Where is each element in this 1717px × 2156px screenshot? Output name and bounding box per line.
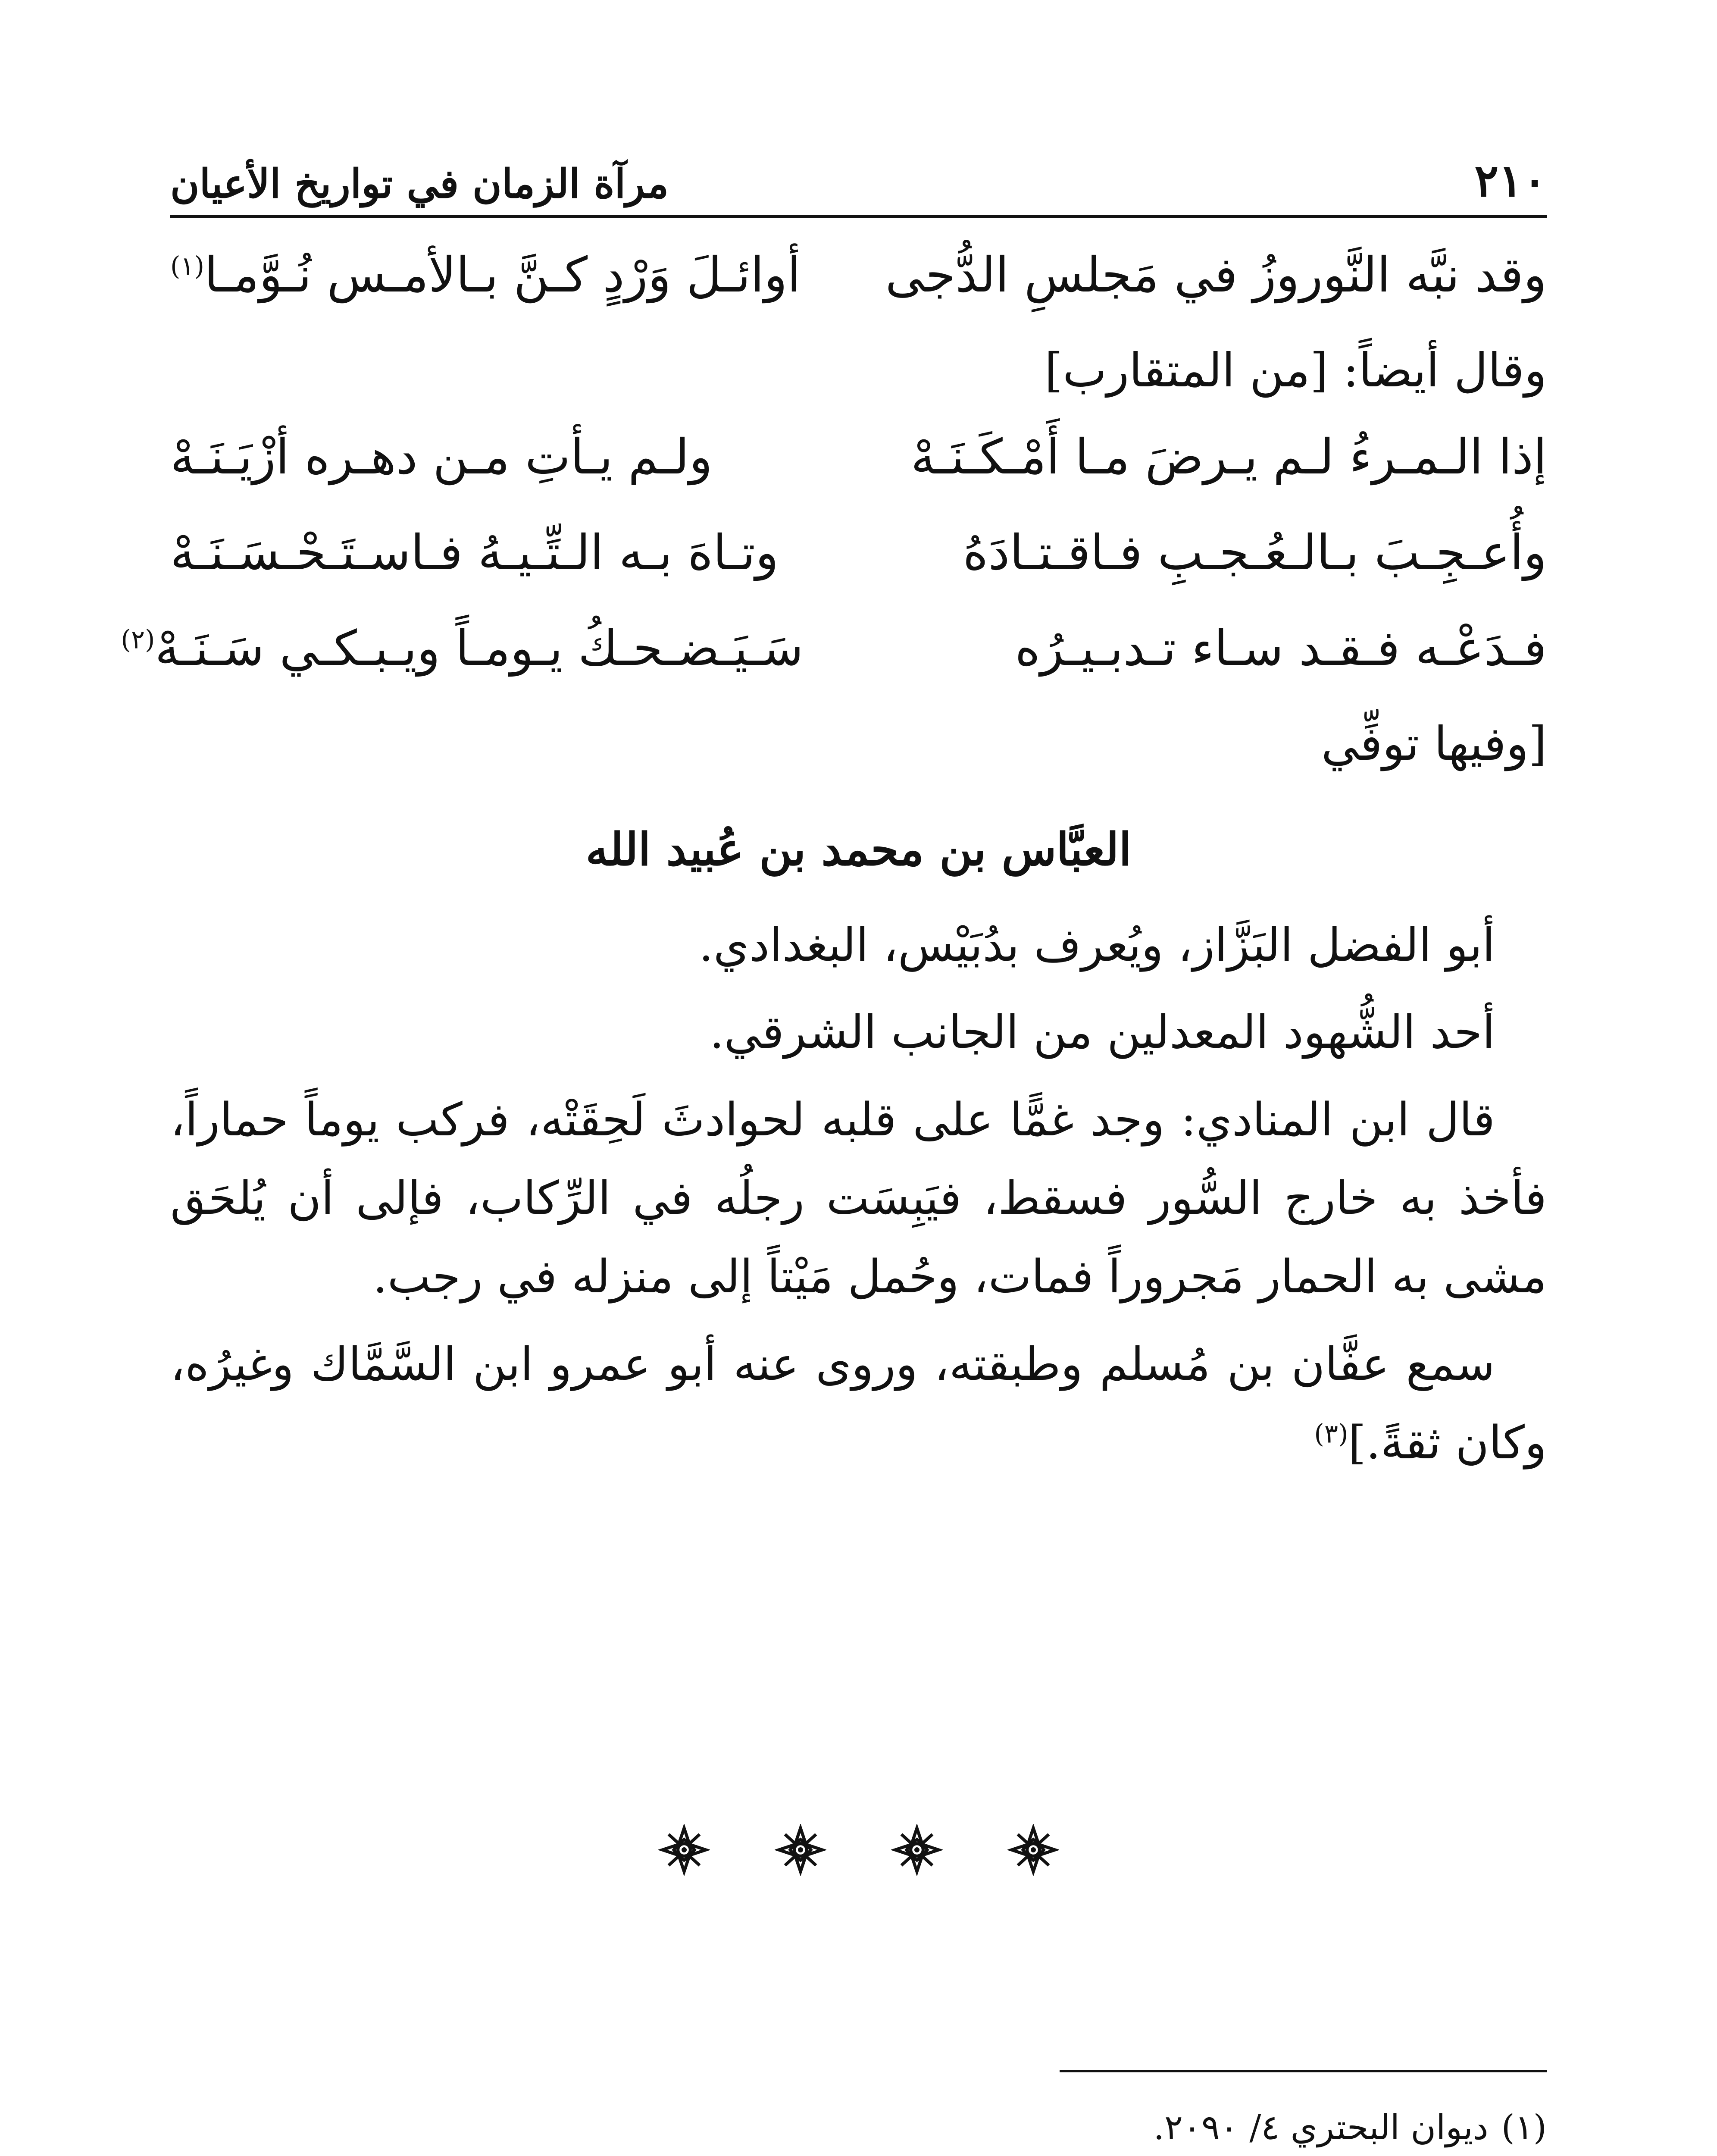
floral-ornament-icon	[891, 1824, 943, 1876]
poem-verse	[170, 519, 1547, 615]
footnote-number: (١)	[1501, 2107, 1547, 2147]
main-text	[121, 241, 1547, 1491]
poem-verse	[170, 423, 1547, 519]
verse-second-half: ولـم يـأتِ مـن دهـره أزْيَـنَـهْ	[170, 429, 713, 485]
running-header	[170, 142, 1547, 218]
verse-first-half: وأُعـجِـبَ بـالـعُـجـبِ فـاقـتـادَهُ	[963, 525, 1547, 581]
verse-second-half	[170, 241, 804, 309]
footnotes	[170, 2100, 1547, 2156]
footnote-separator	[1060, 2070, 1547, 2072]
footnote	[170, 2100, 1547, 2155]
paragraph: أبو الفضل البَزَّاز، ويُعرف بدُبَيْس، البغدادي.	[699, 918, 1495, 971]
floral-ornament-icon	[1007, 1824, 1059, 1876]
paragraph-text: سمع عفَّان بن مُسلم وطبقته، وروى عنه أبو عمرو ابن السَّمَّاك وغيرُه، وكان ثقةً.]	[170, 1337, 1547, 1469]
closing-line: [وفيها توفِّي	[1321, 717, 1547, 771]
poem-intro: وقال أيضاً: [من المتقارب]	[1045, 344, 1547, 398]
footnote-ref: (١)	[170, 251, 205, 282]
verse-first-half: وقد نبَّه النَّوروزُ في مَجلسِ الدُّجى	[885, 247, 1547, 303]
verse-second-half: وتـاهَ بـه الـتِّـيـهُ فـاسـتَـحْـسَـنَـهْ	[170, 525, 779, 581]
verse-first-half: إذا الـمـرءُ لـم يـرضَ مـا أَمْـكَـنَـهْ	[910, 429, 1547, 485]
paragraph: أحد الشُّهود المعدلين من الجانب الشرقي.	[709, 1006, 1495, 1059]
verse-first-half: فـدَعْـه فـقـد سـاء تـدبـيـرُه	[1015, 620, 1547, 677]
page-number: ٢١٠	[1474, 154, 1547, 207]
floral-ornament-icon	[775, 1824, 826, 1876]
verse-second-half-text: سَـيَـضـحـكُ يـومـاً ويـبـكـي سَـنَـهْ	[155, 620, 804, 677]
entry-title: العبَّاس بن محمد بن عُبيد الله	[585, 823, 1132, 876]
verse-second-half	[121, 615, 804, 683]
verse-second-half-text: أوائـلَ وَرْدٍ كـنَّ بـالأمـس نُـوَّمـا	[204, 247, 801, 303]
paragraph: قال ابن المنادي: وجد غمًّا على قلبه لحوادثَ لَحِقَتْه، فركب يوماً حماراً، فأخذ به خارج السُّور فسقط، فيَبِسَت رجلُه في الرِّكاب، فإلى أن يُلحَق مشى به الحمار مَجروراً فمات، وحُمل مَيْتاً إلى منزله في رجب.	[170, 1093, 1547, 1304]
section-divider	[0, 1824, 1717, 1876]
footnote-ref: (٣)	[1314, 1419, 1348, 1449]
footnote-ref: (٢)	[121, 624, 155, 655]
paragraph	[170, 1325, 1547, 1482]
footnote-text: ديوان البحتري ٤/ ٢٠٩٠.	[1153, 2107, 1489, 2147]
poem-verse	[170, 241, 1547, 337]
running-title: مرآة الزمان في تواريخ الأعيان	[170, 160, 669, 207]
floral-ornament-icon	[658, 1824, 710, 1876]
poem-verse	[121, 615, 1547, 711]
